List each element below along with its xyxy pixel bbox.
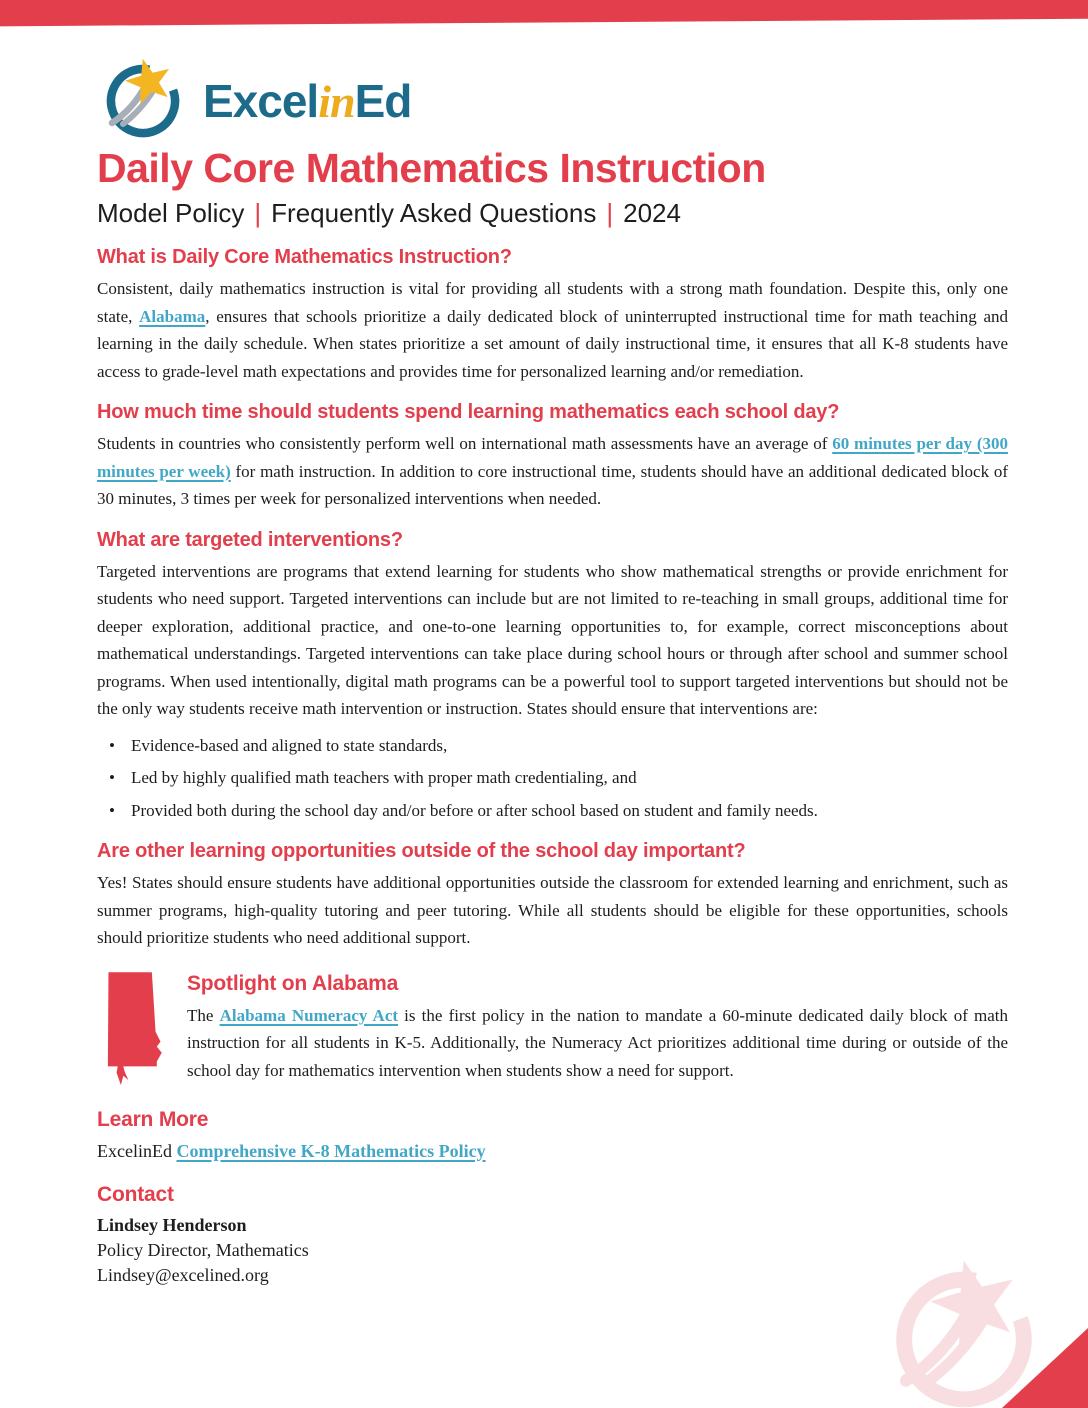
list-item — [97, 797, 1008, 825]
corner-triangle — [1002, 1328, 1088, 1408]
bullet-text: Led by highly qualified math teachers with proper math credentialing, and — [131, 768, 637, 787]
bullet-text: Provided both during the school day and/or before or after school based on student and family needs. — [131, 800, 818, 820]
wordmark-in: in — [318, 75, 355, 127]
bullet-icon: • — [109, 768, 115, 787]
alabama-state-icon — [97, 971, 172, 1090]
contact-role: Policy Director, Mathematics — [97, 1239, 309, 1260]
section-targeted-interventions — [97, 528, 1008, 825]
k8-math-policy-link[interactable]: Comprehensive K-8 Mathematics Policy — [176, 1140, 486, 1161]
bullet-text: Evidence-based and aligned to state standards, — [131, 735, 448, 755]
wordmark-ed: Ed — [354, 74, 412, 127]
subtitle-separator: | — [254, 198, 262, 228]
bullet-list — [97, 732, 1008, 825]
alabama-numeracy-act-link[interactable]: Alabama Numeracy Act — [219, 1005, 399, 1025]
paragraph-text: is the first policy in the nation to mandate a 60-minute dedicated daily block of math instruction for all students in K-5. Additionally, the Numeracy Act prioritizes additional time during or outside of the school day for mathematics intervention when students show a need for support. — [187, 1005, 1008, 1080]
bullet-icon: • — [109, 800, 115, 820]
section-paragraph — [97, 275, 1008, 385]
subtitle-year: 2024 — [623, 198, 681, 228]
page-title: Daily Core Mathematics Instruction — [97, 145, 766, 191]
subtitle-faq: Frequently Asked Questions — [271, 198, 597, 228]
alabama-link[interactable]: Alabama — [139, 306, 206, 326]
section-paragraph — [97, 430, 1008, 513]
section-heading: What is Daily Core Mathematics Instruction? — [97, 246, 512, 268]
spotlight-heading: Spotlight on Alabama — [187, 971, 399, 995]
learn-more-line — [97, 1138, 1008, 1165]
list-item — [97, 732, 1008, 760]
contact-section — [97, 1182, 1008, 1288]
subtitle-separator: | — [606, 198, 614, 228]
section-paragraph: Yes! States should ensure students have additional opportunities outside the classroom for extended learning and enrichment, such as summer programs, high-quality tutoring and peer tutoring. While all students should be eligible for these opportunities, schools should prioritize students who need additional support. — [97, 873, 1008, 947]
section-how-much-time — [97, 400, 1008, 513]
contact-email: Lindsey@excelined.org — [97, 1264, 269, 1285]
spotlight-paragraph — [187, 1002, 1008, 1085]
section-other-opportunities — [97, 839, 1008, 952]
section-heading: How much time should students spend learning mathematics each school day? — [97, 401, 840, 423]
paragraph-text: , ensures that schools prioritize a daily dedicated block of uninterrupted instructional time for math teaching and learning in the daily schedule. When states prioritize a set amount of daily instructional time, it ensures that all K-8 students have access to grade-level math expectations and provides time for personalized learning and/or remediation. — [97, 306, 1008, 381]
excelined-logo — [97, 56, 1008, 140]
paragraph-text: for math instruction. In addition to core instructional time, students should have an additional dedicated block of 30 minutes, 3 times per week for personalized interventions when needed. — [97, 461, 1008, 508]
excelined-wordmark — [203, 72, 411, 125]
contact-heading: Contact — [97, 1182, 174, 1206]
bullet-icon: • — [109, 735, 115, 755]
learn-more-prefix: ExcelinEd — [97, 1140, 177, 1161]
paragraph-text: Consistent, daily mathematics instruction is vital for providing all students with a strong math foundation. Despite this, only one state, — [97, 279, 1008, 326]
wordmark-excel: Excel — [203, 74, 319, 127]
learn-more-section — [97, 1107, 1008, 1165]
section-paragraph: Targeted interventions are programs that extend learning for students who show mathematical strengths or provide enrichment for students who need support. Targeted interventions can include but are not limited to re-teaching in small groups, additional time for deeper exploration, additional practice, and one-to-one learning opportunities to, for example, correct misconceptions about mathematical understandings. Targeted interventions can take place during school hours or through after school and summer school programs. When used intentionally, digital math programs can be a powerful tool to support targeted interventions but should not be the only way students receive math intervention or instruction. States should ensure that interventions are: — [97, 561, 1008, 718]
subtitle-model-policy: Model Policy — [97, 198, 245, 228]
section-heading: What are targeted interventions? — [97, 528, 403, 551]
spotlight-on-alabama — [97, 971, 1008, 1090]
sixty-minutes-link[interactable]: 60 minutes per day (300 minutes per week) — [97, 434, 1008, 481]
list-item — [97, 764, 1008, 792]
paragraph-text: Students in countries who consistently perform well on international math assessments have an average of — [97, 434, 833, 453]
excelined-star-swoosh-icon — [97, 54, 189, 143]
contact-name: Lindsey Henderson — [97, 1214, 247, 1235]
paragraph-text: The — [187, 1005, 220, 1025]
learn-more-heading: Learn More — [97, 1107, 209, 1131]
section-what-is — [97, 245, 1008, 385]
section-heading: Are other learning opportunities outside of the school day important? — [97, 840, 746, 862]
spotlight-body — [187, 971, 1008, 1090]
page-subtitle — [97, 197, 1008, 230]
